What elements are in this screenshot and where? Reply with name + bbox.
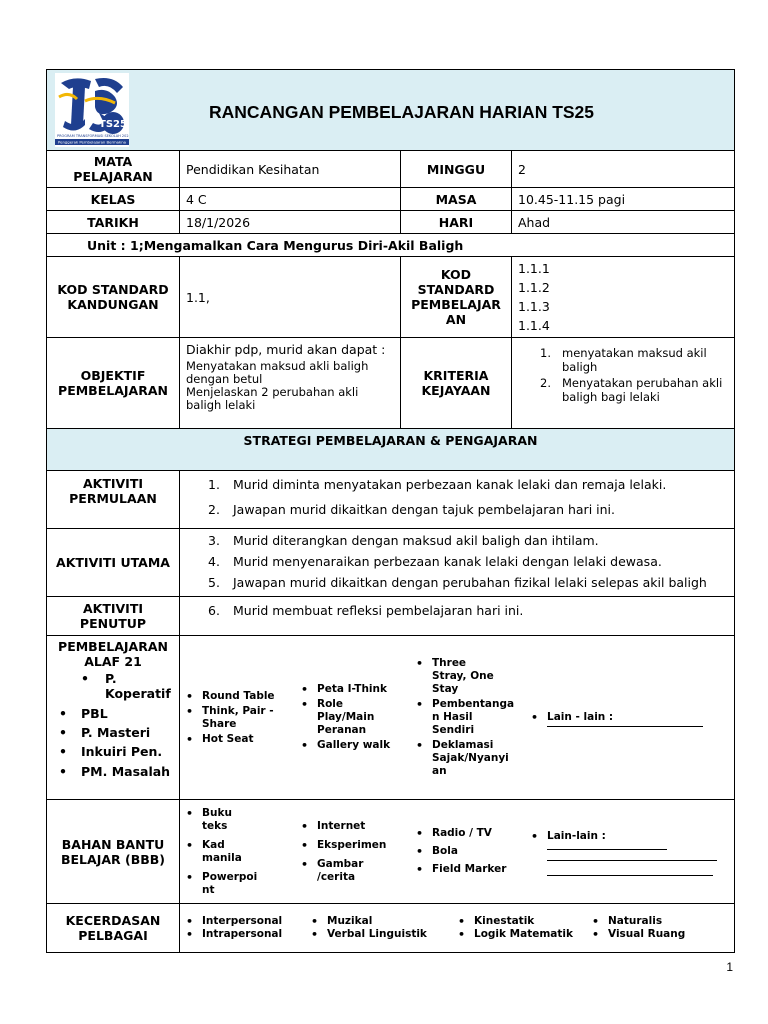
objektif-content bbox=[180, 338, 401, 429]
kecerdasan-col-2 bbox=[307, 915, 450, 941]
list-item: • Logik Matematik bbox=[454, 928, 584, 941]
list-item: • Bola bbox=[412, 845, 523, 858]
alaf-col-1 bbox=[182, 690, 293, 746]
list-item: • Verbal Linguistik bbox=[307, 928, 450, 941]
list-item: • Kinestatik bbox=[454, 915, 584, 928]
list-item: • Hot Seat bbox=[182, 733, 293, 746]
list-item: • Buku teks bbox=[182, 807, 252, 833]
permulaan-list bbox=[186, 475, 728, 519]
kecerdasan-col-1 bbox=[182, 915, 303, 941]
list-item: • Naturalis bbox=[588, 915, 732, 928]
list-item: • Pembentanga n Hasil Sendiri bbox=[412, 698, 504, 737]
list-item: • Internet bbox=[297, 820, 408, 833]
unit-title: Unit : 1;Mengamalkan Cara Mengurus Diri-Akil Baligh bbox=[47, 234, 735, 257]
aktiviti-permulaan-content bbox=[180, 471, 735, 529]
mata-pelajaran-value: Pendidikan Kesihatan bbox=[180, 151, 401, 188]
aktiviti-utama-content bbox=[180, 529, 735, 597]
header-cell bbox=[47, 70, 735, 151]
kod-sp-item: 1.1.2 bbox=[518, 280, 550, 295]
objektif-line-2: Menjelaskan 2 perubahan akli baligh lelaki bbox=[186, 385, 359, 412]
kriteria-label: KRITERIA KEJAYAAN bbox=[401, 338, 512, 429]
bbb-blank-line-1[interactable] bbox=[547, 849, 667, 850]
alaf-21-label-cell bbox=[47, 636, 180, 800]
aktiviti-permulaan-label: AKTIVITI PERMULAAN bbox=[47, 471, 180, 529]
kod-sp-item: 1.1.4 bbox=[518, 318, 550, 333]
kod-sp-values bbox=[512, 257, 735, 338]
alaf-21-options bbox=[180, 636, 735, 800]
alaf-col-2 bbox=[297, 683, 408, 752]
tarikh-label: TARIKH bbox=[47, 211, 180, 234]
list-item: • Deklamasi Sajak/Nyanyi an bbox=[412, 739, 504, 778]
alaf-left-item: • PBL bbox=[59, 706, 108, 721]
kod-sp-item: 1.1.1 bbox=[518, 261, 550, 276]
minggu-label: MINGGU bbox=[401, 151, 512, 188]
kriteria-list bbox=[518, 346, 728, 404]
kod-sk-label: KOD STANDARD KANDUNGAN bbox=[47, 257, 180, 338]
alaf-left-item: • P. Koperatif bbox=[81, 671, 171, 701]
list-item: • Eksperimen bbox=[297, 839, 408, 852]
list-item: • Interpersonal bbox=[182, 915, 303, 928]
bbb-label: BAHAN BANTU BELAJAR (BBB) bbox=[47, 800, 180, 904]
tarikh-value: 18/1/2026 bbox=[180, 211, 401, 234]
list-item: • Kad manila bbox=[182, 839, 252, 865]
kelas-value: 4 C bbox=[180, 188, 401, 211]
utama-list bbox=[186, 531, 728, 592]
bbb-col-1 bbox=[182, 807, 293, 897]
list-item: 1. Murid diminta menyatakan perbezaan kanak lelaki dan remaja lelaki. bbox=[208, 477, 667, 492]
alaf-left-item: • P. Masteri bbox=[59, 725, 151, 740]
lain-lain-blank-line[interactable] bbox=[547, 726, 703, 727]
alaf-left-item: • Inkuiri Pen. bbox=[59, 744, 163, 759]
kecerdasan-label: KECERDASAN PELBAGAI bbox=[47, 904, 180, 953]
kod-sp-label: KOD STANDARD PEMBELAJAR AN bbox=[401, 257, 512, 338]
list-item: • Three Stray, One Stay bbox=[412, 657, 504, 696]
ts25-logo bbox=[55, 73, 129, 147]
kecerdasan-options bbox=[180, 904, 735, 953]
bbb-col-4 bbox=[527, 830, 732, 843]
masa-value: 10.45-11.15 pagi bbox=[512, 188, 735, 211]
bbb-blank-line-2[interactable] bbox=[547, 860, 717, 861]
list-item: 1. menyatakan maksud akil baligh bbox=[540, 346, 707, 374]
objektif-intro: Diakhir pdp, murid akan dapat : bbox=[186, 342, 386, 357]
aktiviti-utama-label: AKTIVITI UTAMA bbox=[47, 529, 180, 597]
kecerdasan-col-4 bbox=[588, 915, 732, 941]
list-item: • Round Table bbox=[182, 690, 293, 703]
aktiviti-penutup-label: AKTIVITI PENUTUP bbox=[47, 597, 180, 636]
alaf-21-label: PEMBELAJARAN ALAF 21 bbox=[58, 639, 168, 669]
list-item: 3. Murid diterangkan dengan maksud akil baligh dan ihtilam. bbox=[208, 533, 599, 548]
list-item: 2. Jawapan murid dikaitkan dengan tajuk pembelajaran hari ini. bbox=[208, 502, 615, 517]
page-title: RANCANGAN PEMBELAJARAN HARIAN TS25 bbox=[209, 102, 595, 122]
alaf-col-3 bbox=[412, 657, 523, 778]
list-item: • Field Marker bbox=[412, 863, 523, 876]
list-item: • Lain - lain : bbox=[527, 711, 732, 724]
mata-pelajaran-label: MATA PELAJARAN bbox=[47, 151, 180, 188]
bbb-col-3 bbox=[412, 827, 523, 876]
masa-label: MASA bbox=[401, 188, 512, 211]
kecerdasan-col-3 bbox=[454, 915, 584, 941]
list-item: • Think, Pair - Share bbox=[182, 705, 293, 731]
kod-sp-item: 1.1.3 bbox=[518, 299, 550, 314]
bbb-blank-line-3[interactable] bbox=[547, 875, 713, 876]
list-item: • Peta I-Think bbox=[297, 683, 408, 696]
list-item: • Role Play/Main Peranan bbox=[297, 698, 377, 737]
lesson-plan-table bbox=[46, 69, 735, 953]
list-item: • Muzikal bbox=[307, 915, 450, 928]
kod-sk-value: 1.1, bbox=[180, 257, 401, 338]
aktiviti-penutup-content bbox=[180, 597, 735, 636]
list-item: • Visual Ruang bbox=[588, 928, 732, 941]
list-item: • Gallery walk bbox=[297, 739, 408, 752]
list-item: 5. Jawapan murid dikaitkan dengan perubahan fizikal lelaki selepas akil baligh bbox=[208, 575, 707, 590]
objektif-label: OBJEKTIF PEMBELAJARAN bbox=[47, 338, 180, 429]
lesson-plan-page bbox=[46, 69, 734, 953]
alaf-col-4 bbox=[527, 711, 732, 724]
list-item: • Lain-lain : bbox=[527, 830, 732, 843]
alaf-left-item: • PM. Masalah bbox=[59, 764, 171, 779]
minggu-value: 2 bbox=[512, 151, 735, 188]
list-item: 4. Murid menyenaraikan perbezaan kanak lelaki dengan lelaki dewasa. bbox=[208, 554, 662, 569]
penutup-list bbox=[186, 601, 728, 620]
list-item: • Radio / TV bbox=[412, 827, 523, 840]
hari-value: Ahad bbox=[512, 211, 735, 234]
list-item: • Powerpoi nt bbox=[182, 871, 252, 897]
page-number: 1 bbox=[726, 960, 733, 974]
logo-caption-2: Penggerak Pembelajaran Bermakna bbox=[58, 139, 126, 145]
bbb-options bbox=[180, 800, 735, 904]
strategi-title: STRATEGI PEMBELAJARAN & PENGAJARAN bbox=[47, 429, 735, 471]
kriteria-content bbox=[512, 338, 735, 429]
bbb-col-2 bbox=[297, 820, 408, 884]
logo-caption-1: PROGRAM TRANSFORMASI SEKOLAH 2025 bbox=[57, 134, 129, 138]
kelas-label: KELAS bbox=[47, 188, 180, 211]
objektif-line-1: Menyatakan maksud akli baligh dengan betul bbox=[186, 359, 369, 386]
list-item: • Intrapersonal bbox=[182, 928, 303, 941]
logo-number: TS25 bbox=[99, 119, 127, 130]
list-item: • Gambar /cerita bbox=[297, 858, 367, 884]
list-item: 6. Murid membuat refleksi pembelajaran hari ini. bbox=[208, 603, 524, 618]
hari-label: HARI bbox=[401, 211, 512, 234]
list-item: 2. Menyatakan perubahan akli baligh bagi lelaki bbox=[540, 376, 723, 404]
